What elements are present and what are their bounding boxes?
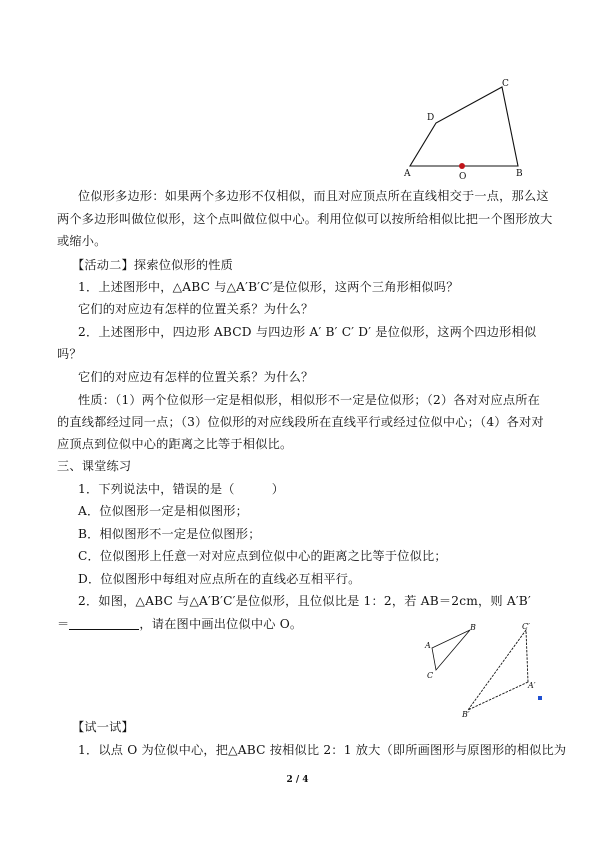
label-d: D bbox=[427, 113, 435, 123]
triangle-abc bbox=[432, 630, 470, 670]
practice-question-2b bbox=[57, 616, 302, 632]
label-b: B bbox=[516, 169, 523, 179]
option-c: C．位似图形上任意一对对应点到位似中心的距离之比等于位似比； bbox=[78, 549, 447, 563]
definition-line-1: 位似形多边形：如果两个多边形不仅相似，而且对应顶点所在直线相交于一点，那么这 bbox=[78, 189, 549, 203]
triangles-figure bbox=[420, 620, 550, 720]
label-o: O bbox=[459, 172, 467, 182]
option-b: B．相似图形不一定是位似图形； bbox=[78, 527, 261, 541]
activity2-title: 【活动二】探索位似形的性质 bbox=[72, 258, 234, 272]
property-line-1: 性质：（1）两个位似形一定是相似形，相似形不一定是位似形；（2）各对对应点所在 bbox=[78, 393, 541, 407]
property-line-2: 的直线都经过同一点；（3）位似形的对应线段所在直线平行或经过位似中心；（4）各对对 bbox=[57, 415, 544, 429]
label-small-a: A bbox=[425, 641, 431, 650]
definition-line-2: 两个多边形叫做位似形，这个点叫做位似中心。利用位似可以按所给相似比把一个图形放大 bbox=[57, 212, 553, 226]
quadrilateral-abcd bbox=[410, 87, 518, 166]
page-number: 2 / 4 bbox=[286, 775, 309, 785]
label-big-a: A′ bbox=[528, 681, 536, 690]
trial-title: 【试一试】 bbox=[72, 720, 134, 734]
practice-title: 三、课堂练习 bbox=[57, 459, 132, 473]
trial-question-1: 1．以点 O 为位似中心，把△ABC 按相似比 2：1 放大（即所画图形与原图形的相似比为 bbox=[78, 743, 567, 757]
option-a: A．位似图形一定是相似图形； bbox=[78, 504, 249, 518]
property-line-3: 应顶点到位似中心的距离之比等于相似比。 bbox=[57, 437, 293, 451]
activity2-question-1: 1．上述图形中，△ABC 与△A′B′C′是位似形，这两个三角形相似吗？ bbox=[78, 280, 459, 294]
activity2-question-2b: 吗？ bbox=[57, 347, 82, 361]
activity2-question-2: 2．上述图形中，四边形 ABCD 与四边形 A′ B′ C′ D′ 是位似形，这两个四边形相似 bbox=[78, 325, 537, 339]
answer-blank[interactable] bbox=[69, 617, 139, 630]
definition-line-3: 或缩小。 bbox=[57, 234, 107, 248]
label-small-b: B bbox=[470, 623, 476, 632]
point-o bbox=[459, 163, 465, 169]
quadrilateral-figure bbox=[398, 75, 533, 185]
selection-handle[interactable] bbox=[538, 696, 542, 700]
option-d: D．位似图形中每组对应点所在的直线必互相平行。 bbox=[78, 572, 361, 586]
activity2-question-1b: 它们的对应边有怎样的位置关系？为什么？ bbox=[78, 302, 314, 316]
practice-question-2: 2．如图，△ABC 与△A′B′C′是位似形，且位似比是 1：2，若 AB＝2cm，则 A′B′ bbox=[78, 594, 531, 608]
label-a: A bbox=[404, 169, 411, 179]
question-2-instruction: ，请在图中画出位似中心 O。 bbox=[139, 617, 303, 631]
label-big-b: B′ bbox=[462, 710, 470, 719]
label-c: C bbox=[502, 79, 509, 89]
practice-question-1: 1．下列说法中，错误的是（ ） bbox=[78, 482, 285, 496]
equals-sign: ＝ bbox=[57, 617, 70, 631]
triangle-a2b2c2 bbox=[468, 630, 528, 710]
activity2-question-2c: 它们的对应边有怎样的位置关系？为什么？ bbox=[78, 370, 314, 384]
label-small-c: C bbox=[427, 671, 434, 680]
label-big-c: C′ bbox=[522, 622, 530, 631]
